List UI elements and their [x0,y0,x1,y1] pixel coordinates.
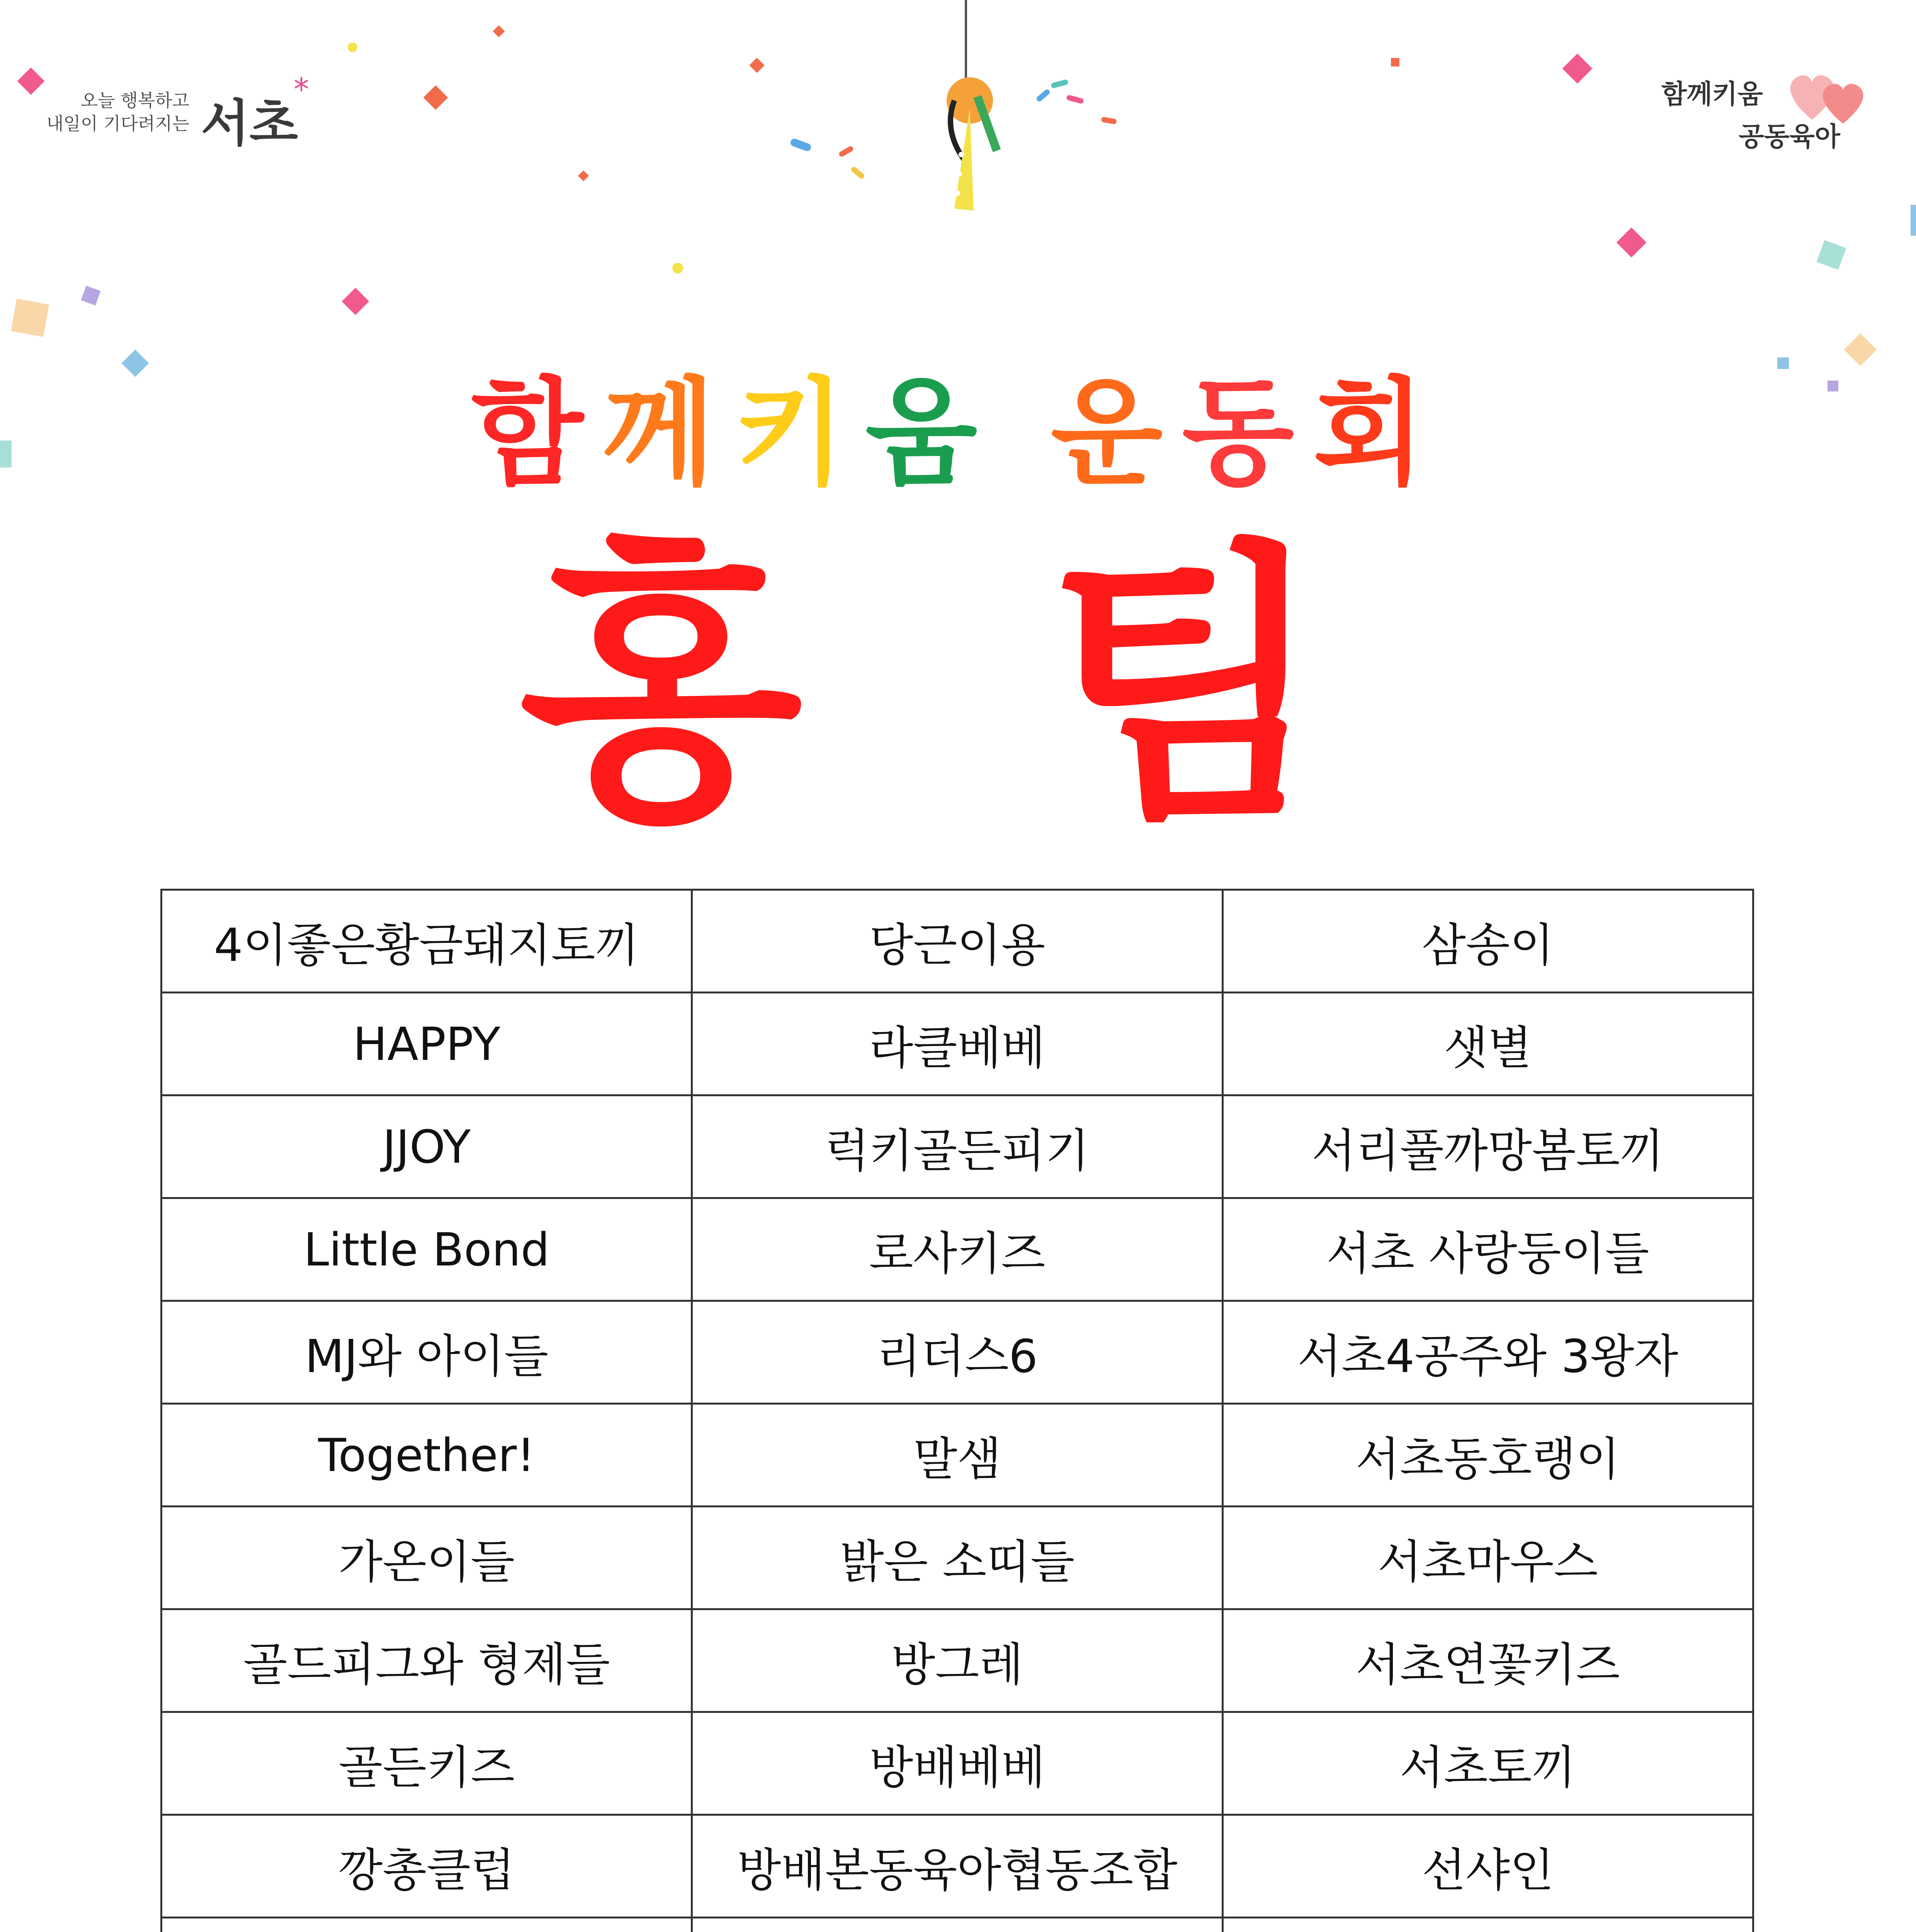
confetti-orange-2 [749,58,765,73]
confetti-teal-2 [1817,240,1846,270]
table-cell: Together! [162,1404,692,1507]
confetti-pink-1 [17,68,45,95]
title-char-7: 회 [1313,366,1445,501]
confetti-pink-4 [1617,228,1647,258]
table-cell: 라클베베 [692,993,1222,1095]
brand-tagline [46,89,189,135]
table-cell: 선샤인 [1222,1815,1753,1918]
table-cell: 서초 사랑둥이들 [1222,1198,1753,1301]
table-cell [1222,1918,1753,1932]
table-cell: 4이좋은황금돼지토끼 [162,890,692,993]
table-row [162,1301,1753,1404]
top-right-logo-line2: 공동육아 [1739,122,1840,152]
table-cell: 방배베베 [692,1712,1222,1815]
table-cell: 가온이들 [162,1507,692,1609]
table-cell: JJOY [162,1095,692,1198]
table-cell: Little Bond [162,1198,692,1301]
table-row [162,1198,1753,1301]
confetti-blue-3 [1911,205,1916,236]
table-cell [162,1918,692,1932]
confetti-red-2 [578,170,589,181]
title-char-1: 께 [602,366,734,501]
confetti-orange-3 [1391,58,1399,66]
brand-name: 서초 [201,94,298,153]
table-cell: 밝은 소띠들 [692,1507,1222,1609]
confetti-purple-1 [81,286,100,305]
table-cell: 리더스6 [692,1301,1222,1404]
table-cell: 서초마우스 [1222,1507,1753,1609]
confetti-streamer-orange2 [1101,117,1117,125]
confetti-yellow-2 [672,263,683,274]
confetti-red-1 [423,85,448,110]
confetti-streamer-blue [789,138,812,152]
table-cell: 서초연꽃키즈 [1222,1609,1753,1712]
brand-tagline-line1: 오늘 행복하고 [80,90,190,111]
team-table [160,889,1754,1932]
table-row [162,1712,1753,1815]
confetti-orange-1 [493,25,505,37]
brand-tagline-line2: 내일이 기다려지는 [46,113,190,134]
table-cell: 삼송이 [1222,890,1753,993]
confetti-streamer-pink [1066,94,1084,104]
confetti-peach-1 [11,299,49,337]
table-row [162,1815,1753,1918]
table-row [162,1507,1753,1609]
table-cell [692,1918,1222,1932]
table-cell: 로사키즈 [692,1198,1222,1301]
confetti-yellow-1 [348,43,357,52]
table-row [162,993,1753,1095]
table-cell: 당근이용 [692,890,1222,993]
top-right-logo-line1: 함께키움 [1661,79,1763,110]
title-char-5: 운 [1051,366,1182,501]
title-char-3: 움 [865,366,997,501]
title-char-0: 함 [471,366,603,501]
table-cell: 골드피그와 형제들 [162,1609,692,1712]
table-cell: 골든키즈 [162,1712,692,1815]
title-char-2: 키 [734,366,865,501]
table-row [162,1095,1753,1198]
confetti-streamer-yellow [850,166,865,180]
confetti-pink-2 [342,288,369,315]
table-cell: 서초동호랭이 [1222,1404,1753,1507]
table-cell: HAPPY [162,993,692,1095]
table-cell: MJ와 아이들 [162,1301,692,1404]
table-row [162,1918,1753,1932]
team-name: 홍 팀 [519,517,1397,859]
brand-star-icon: * [294,71,309,107]
table-cell: 샛별 [1222,993,1753,1095]
event-title [0,340,1916,507]
party-ball-icon [920,0,1028,216]
table-cell: 럭키골든피기 [692,1095,1222,1198]
team-table-body [162,890,1753,1932]
table-cell: 서초4공주와 3왕자 [1222,1301,1753,1404]
hearts-icon [1785,62,1874,128]
confetti-streamer-orange [838,145,854,158]
table-cell: 말샘 [692,1404,1222,1507]
table-row [162,1609,1753,1712]
table-row [162,890,1753,993]
confetti-streamer-blue2 [1035,88,1051,102]
confetti-streamer-teal [1051,79,1069,88]
title-char-6: 동 [1182,366,1314,501]
table-cell: 서초토끼 [1222,1712,1753,1815]
table-row [162,1404,1753,1507]
table-cell: 깡총클럽 [162,1815,692,1918]
table-cell: 방배본동육아협동조합 [692,1815,1222,1918]
table-cell: 서리풀까망봄토끼 [1222,1095,1753,1198]
confetti-pink-3 [1562,54,1593,84]
table-cell: 방그레 [692,1609,1222,1712]
